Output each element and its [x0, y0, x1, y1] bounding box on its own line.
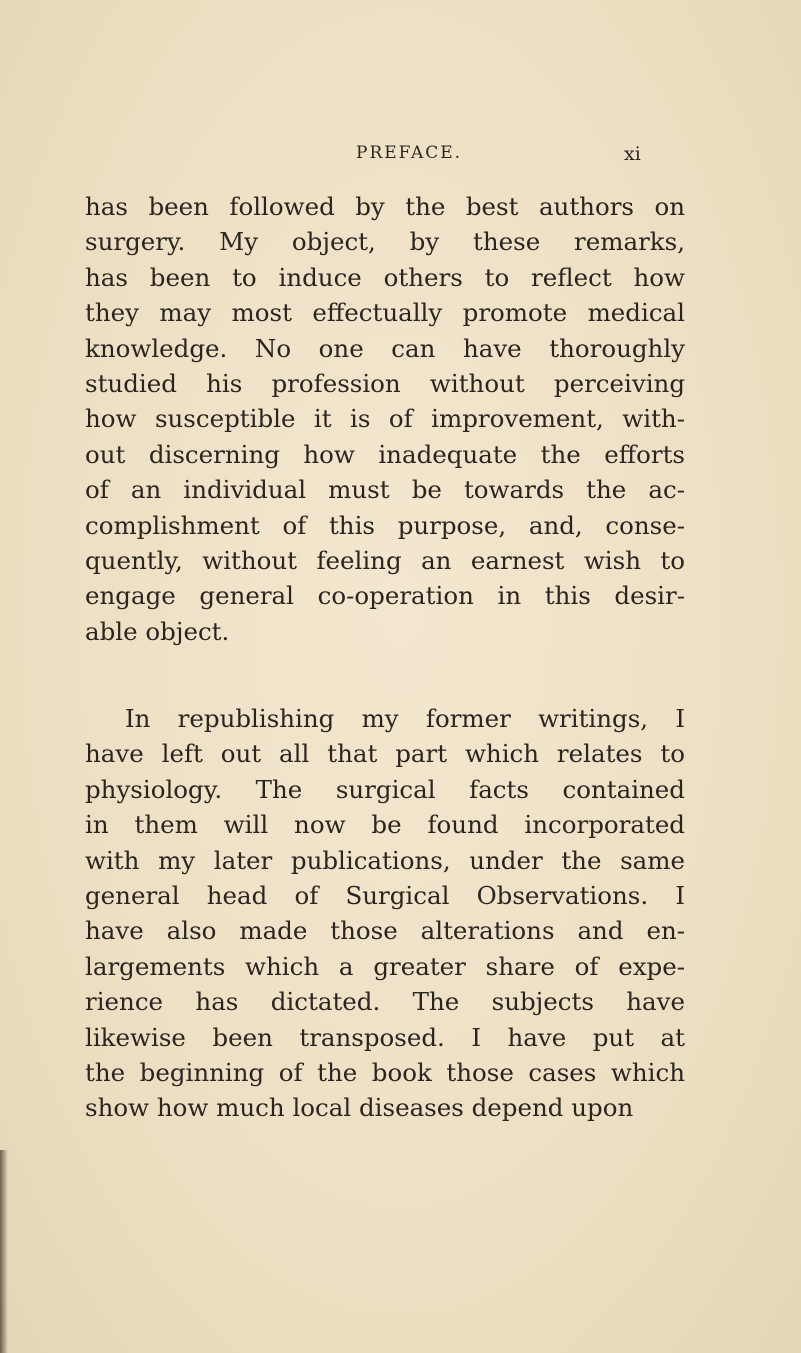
- text-line: rience has dictated. The subjects have: [85, 987, 685, 1017]
- text-line: physiology. The surgical facts contained: [85, 774, 685, 804]
- text-line: largements which a greater share of expe-: [85, 951, 685, 981]
- text-line: studied his profession without perceiving: [85, 368, 685, 398]
- text-line: with my later publications, under the same: [85, 845, 685, 875]
- text-line: knowledge. No one can have thoroughly: [85, 333, 685, 363]
- text-line: have left out all that part which relates to: [85, 739, 685, 769]
- text-line: show how much local diseases depend upon: [85, 1093, 634, 1123]
- text-line: In republishing my former writings, I: [125, 704, 685, 733]
- text-line: in them will now be found incorporated: [85, 810, 685, 840]
- text-line: out discerning how inadequate the efforts: [85, 439, 685, 469]
- running-head: PREFACE.: [356, 143, 463, 163]
- paragraph-2: [85, 701, 685, 1126]
- text-line: the beginning of the book those cases which: [85, 1057, 685, 1087]
- text-line: likewise been transposed. I have put at: [85, 1022, 685, 1052]
- text-line: have also made those alterations and en-: [85, 916, 685, 946]
- page-header: [0, 143, 801, 173]
- text-line: able object.: [85, 616, 230, 646]
- text-line: complishment of this purpose, and, conse-: [85, 510, 685, 540]
- text-line: has been to induce others to reflect how: [85, 262, 685, 292]
- text-line: quently, without feeling an earnest wish to: [85, 545, 685, 575]
- page-edge-shadow: [0, 1150, 8, 1353]
- text-line: they may most effectually promote medical: [85, 298, 685, 328]
- page-number: xi: [624, 143, 641, 165]
- text-line: engage general co-operation in this desir-: [85, 581, 685, 611]
- text-line: has been followed by the best authors on: [85, 192, 685, 221]
- text-line: general head of Surgical Observations. I: [85, 880, 685, 910]
- text-line: surgery. My object, by these remarks,: [85, 227, 685, 257]
- paragraph-1: [85, 189, 685, 649]
- text-line: how susceptible it is of improvement, with-: [85, 404, 685, 434]
- text-line: of an individual must be towards the ac-: [85, 475, 685, 505]
